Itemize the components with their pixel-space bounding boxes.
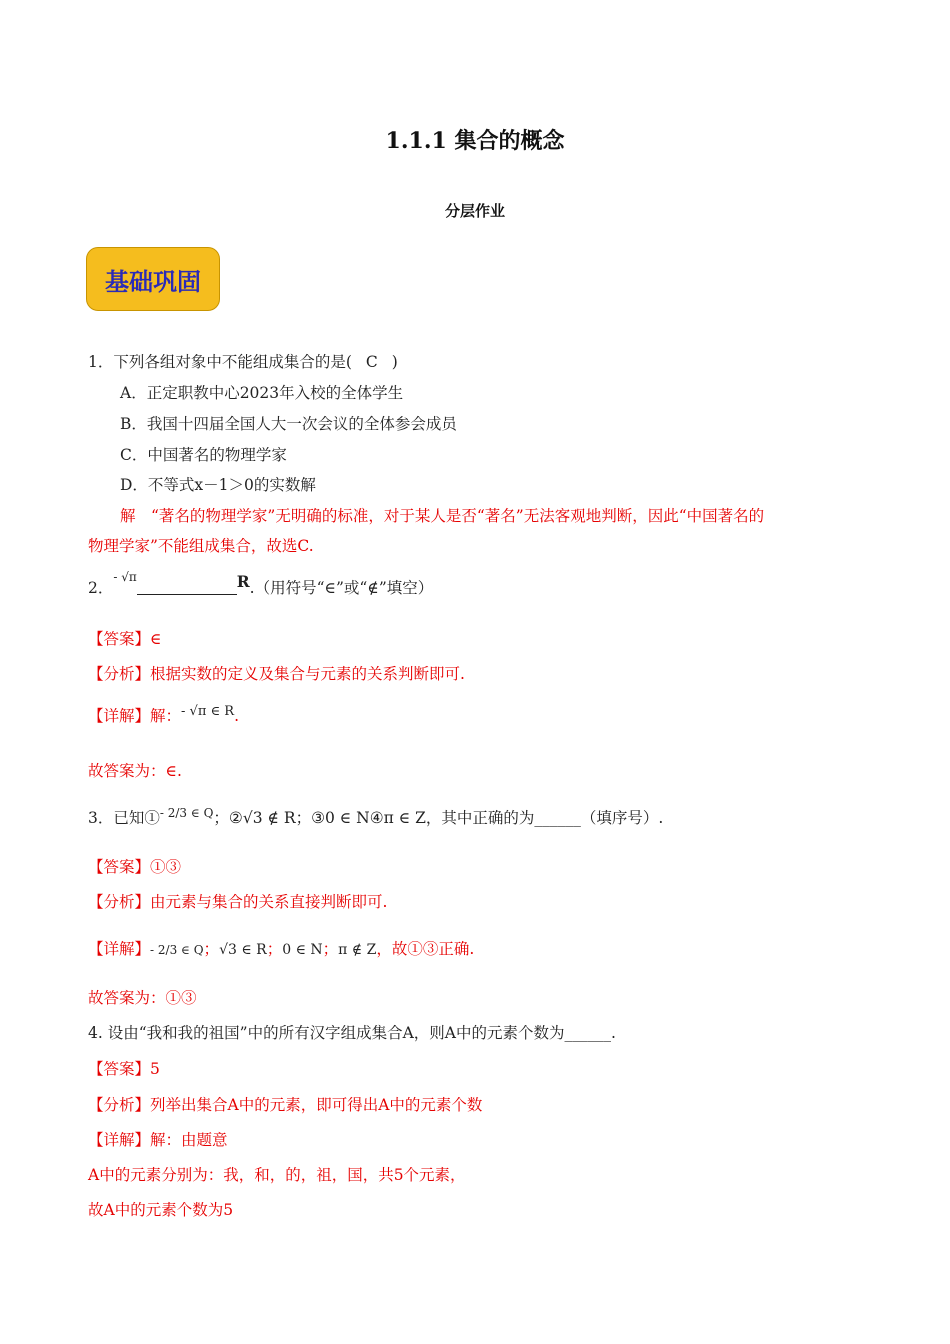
page-title: 1.1.1 集合的概念 (385, 128, 565, 154)
q2-detail-expr: - √π ∈ R (181, 704, 235, 719)
q1-option-c: C．中国著名的物理学家 (120, 446, 287, 464)
q3-detail-line (88, 937, 474, 959)
q2-stem (88, 570, 433, 598)
q4-answer-label: 【答案】 (88, 1060, 151, 1078)
q4-stem: 4. 设由“我和我的祖国”中的所有汉字组成集合A，则A中的元素个数为______. (88, 1024, 616, 1042)
q3-answer-label: 【答案】 (88, 858, 151, 876)
q3-item2: ②√3 ∉ R (228, 809, 296, 827)
q3-detail-4: π ∉ Z (338, 942, 377, 958)
q3-stem-tail: ，其中正确的为______（填序号）. (425, 809, 664, 827)
q1-option-a: A．正定职教中心2023年入校的全体学生 (120, 384, 404, 402)
q1-option-d: D．不等式x－1＞0的实数解 (120, 476, 316, 494)
q1-option-b: B．我国十四届全国人大一次会议的全体参会成员 (120, 415, 457, 433)
q3-detail-sep3: ； (322, 940, 339, 958)
q3-detail-label: 【详解】 (88, 940, 151, 958)
q3-final: 故答案为：①③ (88, 989, 197, 1007)
q3-item4: ④π ∈ Z (369, 809, 426, 827)
q3-sep2: ； (295, 809, 312, 827)
page-subtitle: 分层作业 (444, 202, 505, 220)
q1-stem (88, 350, 398, 372)
q4-analysis-line (88, 1093, 482, 1115)
q4-analysis-label: 【分析】 (88, 1096, 151, 1114)
q1-stem-text: 1．下列各组对象中不能组成集合的是( (88, 353, 352, 371)
q1-answer: C (365, 353, 378, 371)
q3-analysis: 由元素与集合的关系直接判断即可. (150, 893, 388, 911)
q1-solution-line1: 解 “著名的物理学家”无明确的标准，对于某人是否“著名”无法客观地判断，因此“中国著名的 (120, 507, 765, 525)
q2-answer: ∈ (150, 630, 162, 648)
q3-sep1: ； (213, 809, 229, 827)
q3-analysis-line (88, 890, 387, 912)
q3-answer-line (88, 855, 181, 877)
q4-analysis: 列举出集合A中的元素，即可得出A中的元素个数 (150, 1096, 483, 1114)
q2-detail-line (88, 704, 239, 726)
q4-line1: A中的元素分别为：我，和，的，祖，国，共5个元素， (88, 1166, 466, 1184)
q4-detail-label: 【详解】 (88, 1131, 151, 1149)
q3-answer: ①③ (150, 858, 182, 876)
q2-detail-prefix: 解： (150, 707, 182, 725)
q2-analysis-label: 【分析】 (88, 665, 151, 683)
q2-expression: - √π (113, 570, 137, 584)
q4-answer: 5 (150, 1060, 160, 1078)
q3-stem (88, 806, 663, 828)
q4-line2: 故A中的元素个数为5 (88, 1201, 234, 1219)
q3-item3: ③0 ∈ N (311, 809, 370, 827)
q3-stem-prefix: 3．已知① (88, 809, 160, 827)
q3-detail-sep2: ； (266, 940, 283, 958)
q4-detail-line (88, 1128, 228, 1150)
section-badge: 基础巩固 (86, 247, 220, 311)
q4-detail: 解：由题意 (150, 1131, 228, 1149)
q2-number: 2． (88, 579, 114, 597)
q3-detail-sep1: ； (203, 940, 220, 958)
q2-detail-end: . (234, 707, 239, 725)
q2-answer-line (88, 627, 162, 649)
q3-analysis-label: 【分析】 (88, 893, 151, 911)
q3-detail-3: 0 ∈ N (282, 942, 323, 958)
q2-analysis-line (88, 662, 465, 684)
q3-detail-2: √3 ∈ R (219, 942, 267, 958)
q2-blank (137, 578, 237, 595)
q3-detail-end: ，故①③正确. (376, 940, 475, 958)
q1-solution-line2: 物理学家”不能组成集合，故选C. (88, 537, 314, 555)
q2-tail: .（用符号“∈”或“∉”填空） (249, 579, 434, 597)
q2-answer-label: 【答案】 (88, 630, 151, 648)
q2-detail-label: 【详解】 (88, 707, 151, 725)
q2-final: 故答案为：∈. (88, 762, 182, 780)
q3-detail-1: - 2/3 ∈ Q (150, 943, 204, 957)
q4-answer-line (88, 1057, 160, 1079)
q1-stem-close: ) (391, 353, 398, 371)
q3-item1: - 2/3 ∈ Q (159, 806, 214, 820)
q2-analysis: 根据实数的定义及集合与元素的关系判断即可. (150, 665, 465, 683)
q2-set-r: R (236, 572, 250, 591)
